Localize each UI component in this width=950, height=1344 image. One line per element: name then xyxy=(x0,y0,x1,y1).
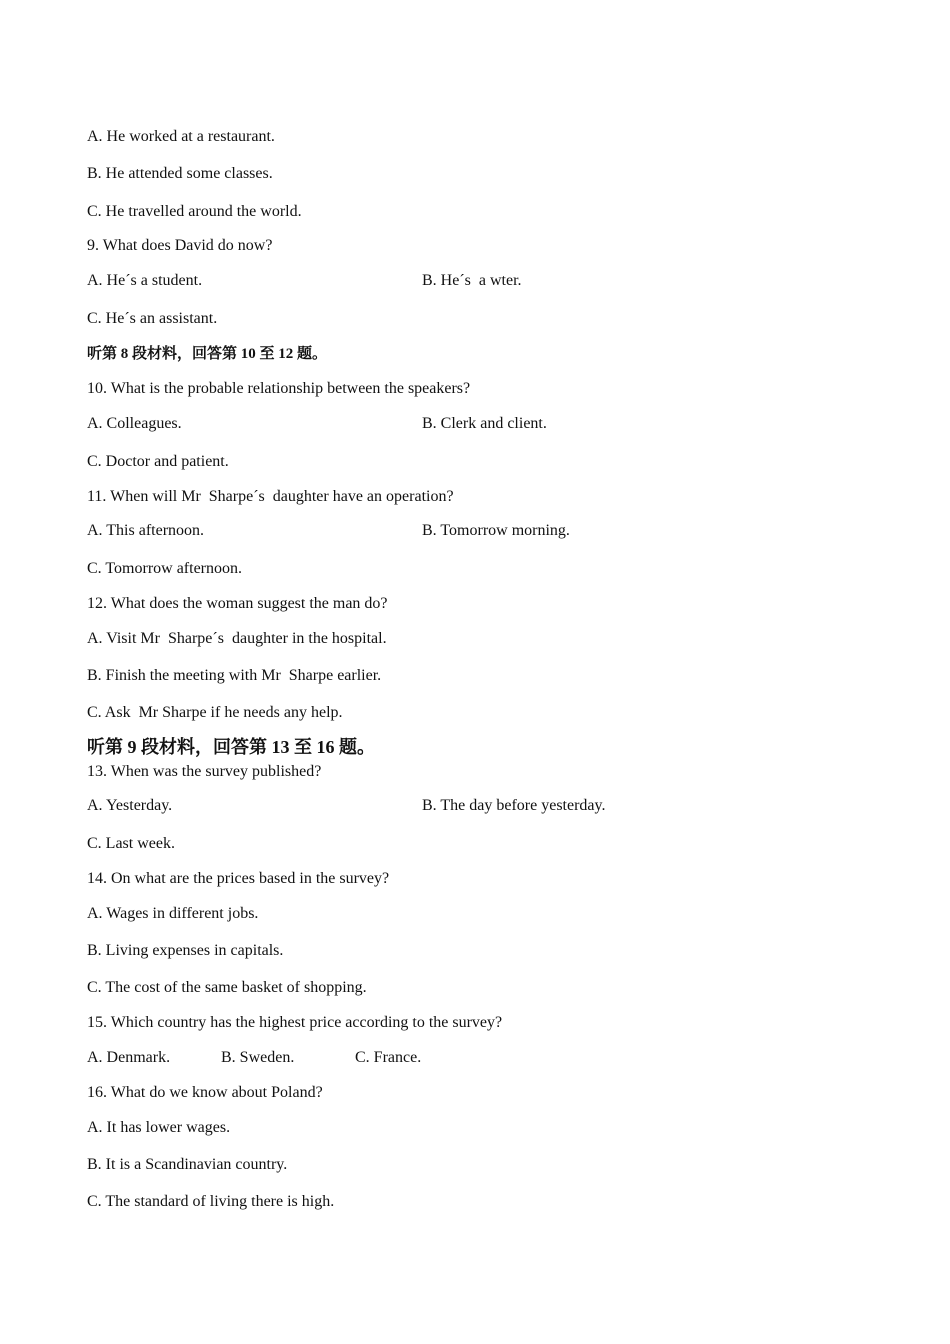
q8-option-c: C. He travelled around the world. xyxy=(87,203,302,220)
q16-option-b: B. It is a Scandinavian country. xyxy=(87,1156,288,1173)
q11-question: 11. When will Mr Sharpeˊs daughter have an operation? xyxy=(87,488,454,505)
q8-option-b: B. He attended some classes. xyxy=(87,165,273,182)
q15-option-a: A. Denmark. xyxy=(87,1049,171,1066)
q15-option-b: B. Sweden. xyxy=(221,1049,295,1066)
q13-option-a: A. Yesterday. xyxy=(87,797,173,814)
q10-question: 10. What is the probable relationship between the speakers? xyxy=(87,380,471,397)
q15-question: 15. Which country has the highest price according to the survey? xyxy=(87,1014,503,1031)
q10-option-a: A. Colleagues. xyxy=(87,415,182,432)
q9-option-c: C. Heˊs an assistant. xyxy=(87,310,218,327)
section-8-heading: 听第 8 段材料，回答第 10 至 12 题。 xyxy=(87,346,328,362)
q11-option-c: C. Tomorrow afternoon. xyxy=(87,560,242,577)
section-9-heading: 听第 9 段材料，回答第 13 至 16 题。 xyxy=(87,737,375,757)
q11-option-b: B. Tomorrow morning. xyxy=(422,522,570,539)
q15-option-c: C. France. xyxy=(355,1049,422,1066)
q16-question: 16. What do we know about Poland? xyxy=(87,1084,323,1101)
q14-option-c: C. The cost of the same basket of shopping. xyxy=(87,979,367,996)
q14-option-a: A. Wages in different jobs. xyxy=(87,905,259,922)
q12-option-b: B. Finish the meeting with Mr Sharpe earlier. xyxy=(87,667,382,684)
q14-question: 14. On what are the prices based in the survey? xyxy=(87,870,390,887)
q12-option-a: A. Visit Mr Sharpeˊs daughter in the hospital. xyxy=(87,630,387,647)
q8-option-a: A. He worked at a restaurant. xyxy=(87,128,275,145)
q10-option-c: C. Doctor and patient. xyxy=(87,453,229,470)
q10-option-b: B. Clerk and client. xyxy=(422,415,547,432)
q9-question: 9. What does David do now? xyxy=(87,237,273,254)
q16-option-c: C. The standard of living there is high. xyxy=(87,1193,335,1210)
q9-option-b: B. Heˊs a wter. xyxy=(422,272,522,289)
q11-option-a: A. This afternoon. xyxy=(87,522,205,539)
q13-option-b: B. The day before yesterday. xyxy=(422,797,606,814)
q13-option-c: C. Last week. xyxy=(87,835,175,852)
q13-question: 13. When was the survey published? xyxy=(87,763,322,780)
q12-option-c: C. Ask Mr Sharpe if he needs any help. xyxy=(87,704,343,721)
q9-option-a: A. Heˊs a student. xyxy=(87,272,203,289)
q14-option-b: B. Living expenses in capitals. xyxy=(87,942,284,959)
q12-question: 12. What does the woman suggest the man do? xyxy=(87,595,388,612)
q16-option-a: A. It has lower wages. xyxy=(87,1119,231,1136)
